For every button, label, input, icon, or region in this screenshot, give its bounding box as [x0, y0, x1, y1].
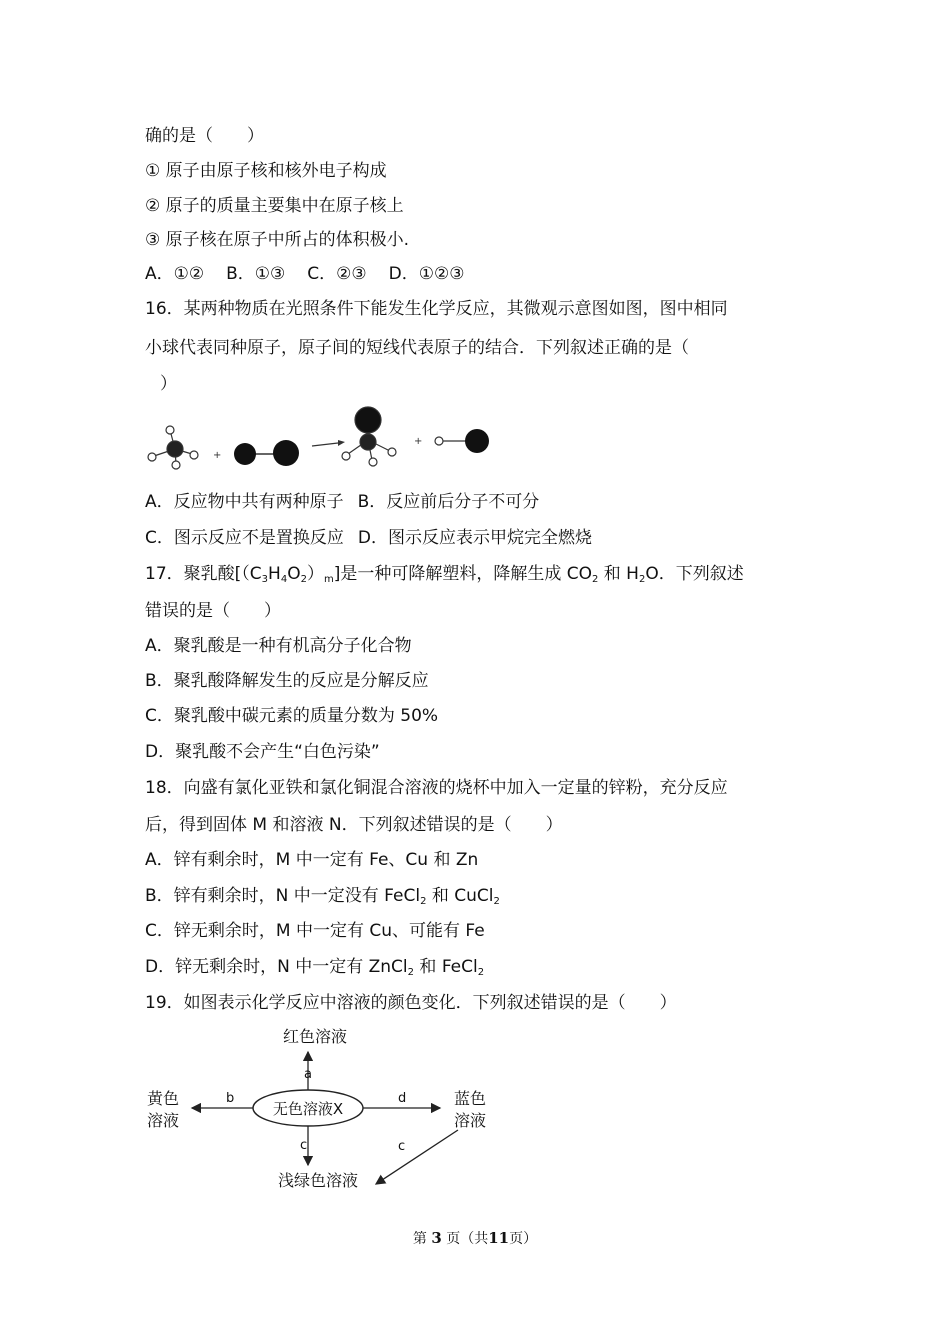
q16-option-d[interactable]: D．图示反应表示甲烷完全燃烧: [357, 528, 592, 548]
q16-plus-1: +: [213, 450, 222, 461]
q17-option-c[interactable]: C．聚乳酸中碳元素的质量分数为 50%: [145, 706, 439, 726]
arrow-c-blue: [376, 1130, 458, 1184]
q19-stem: 19．如图表示化学反应中溶液的颜色变化．下列叙述错误的是（ ）: [145, 993, 677, 1013]
q16-molecule-diagram: [140, 404, 500, 474]
right-node-2: 溶液: [454, 1111, 487, 1130]
label-a: a: [304, 1067, 312, 1082]
q15-choice-b[interactable]: B．①③: [226, 264, 286, 284]
page-number: 3: [431, 1229, 442, 1247]
q16-stem-line-3: ）: [160, 374, 177, 394]
q16-options-row-1: [145, 490, 539, 514]
chlorine-molecule: [234, 440, 299, 466]
q15-choice-c[interactable]: C．②③: [307, 264, 367, 284]
q18-stem-line-2: 后，得到固体 M 和溶液 N．下列叙述错误的是（ ）: [145, 815, 563, 835]
q19-color-change-diagram: [140, 1022, 510, 1197]
q16-stem-line-2: 小球代表同种原子，原子间的短线代表原子的结合．下列叙述正确的是（: [145, 338, 689, 358]
q18-option-a[interactable]: A．锌有剩余时，M 中一定有 Fe、Cu 和 Zn: [145, 850, 479, 870]
q15-stem-tail: 确的是（ ）: [145, 126, 264, 146]
top-node: 红色溶液: [282, 1027, 348, 1046]
q16-option-c[interactable]: C．图示反应不是置换反应: [145, 528, 344, 548]
q18-option-b[interactable]: B．锌有剩余时，N 中一定没有 FeCl$_2$ 和 CuCl$_2$: [145, 886, 500, 907]
hcl-molecule: [435, 429, 489, 453]
q15-choice-a[interactable]: A．①②: [145, 264, 205, 284]
q18-option-d[interactable]: D．锌无剩余时，N 中一定有 ZnCl$_2$ 和 FeCl$_2$: [145, 957, 485, 978]
q17-stem-line-2: 错误的是（ ）: [145, 601, 281, 621]
q17-option-b[interactable]: B．聚乳酸降解发生的反应是分解反应: [145, 671, 429, 691]
q17-option-a[interactable]: A．聚乳酸是一种有机高分子化合物: [145, 636, 412, 656]
q16-option-a[interactable]: A．反应物中共有两种原子: [145, 492, 344, 512]
q15-choices: [145, 262, 486, 286]
label-b: b: [226, 1091, 235, 1106]
q15-statement-1: ① 原子由原子核和核外电子构成: [145, 161, 387, 181]
q17-option-d[interactable]: D．聚乳酸不会产生“白色污染”: [145, 742, 380, 762]
left-node-2: 溶液: [147, 1111, 180, 1130]
q16-option-b[interactable]: B．反应前后分子不可分: [357, 492, 540, 512]
bottom-node: 浅绿色溶液: [277, 1171, 359, 1190]
q15-choice-d[interactable]: D．①②③: [388, 264, 465, 284]
left-node-1: 黄色: [147, 1089, 180, 1108]
q18-stem-line-1: 18．向盛有氯化亚铁和氯化铜混合溶液的烧杯中加入一定量的锌粉，充分反应: [145, 778, 728, 798]
q16-options-row-2: [145, 526, 592, 550]
label-c-blue: c: [398, 1139, 406, 1154]
methane-molecule: [148, 426, 198, 469]
q15-statement-3: ③ 原子核在原子中所占的体积极小.: [145, 230, 410, 250]
page-footer: 第 3 页（共11页）: [412, 1229, 538, 1247]
reaction-arrow: [312, 440, 345, 446]
label-d: d: [398, 1091, 407, 1106]
chloromethane-molecule: [342, 407, 396, 466]
q18-option-c[interactable]: C．锌无剩余时，M 中一定有 Cu、可能有 Fe: [145, 921, 485, 941]
q16-plus-2: +: [414, 436, 423, 447]
q16-stem-line-1: 16．某两种物质在光照条件下能发生化学反应，其微观示意图如图，图中相同: [145, 299, 728, 319]
q15-statement-2: ② 原子的质量主要集中在原子核上: [145, 196, 404, 216]
total-pages: 11: [488, 1229, 510, 1247]
label-c-center: c: [300, 1138, 308, 1153]
right-node-1: 蓝色: [454, 1089, 487, 1108]
q17-stem-line-1: 17．聚乳酸$[(C_3H_4O_2)_m]$是一种可降解塑料，降解生成 $CO_2$ 和 $H_2O$．下列叙述: [145, 564, 744, 585]
center-label: 无色溶液X: [272, 1100, 344, 1118]
